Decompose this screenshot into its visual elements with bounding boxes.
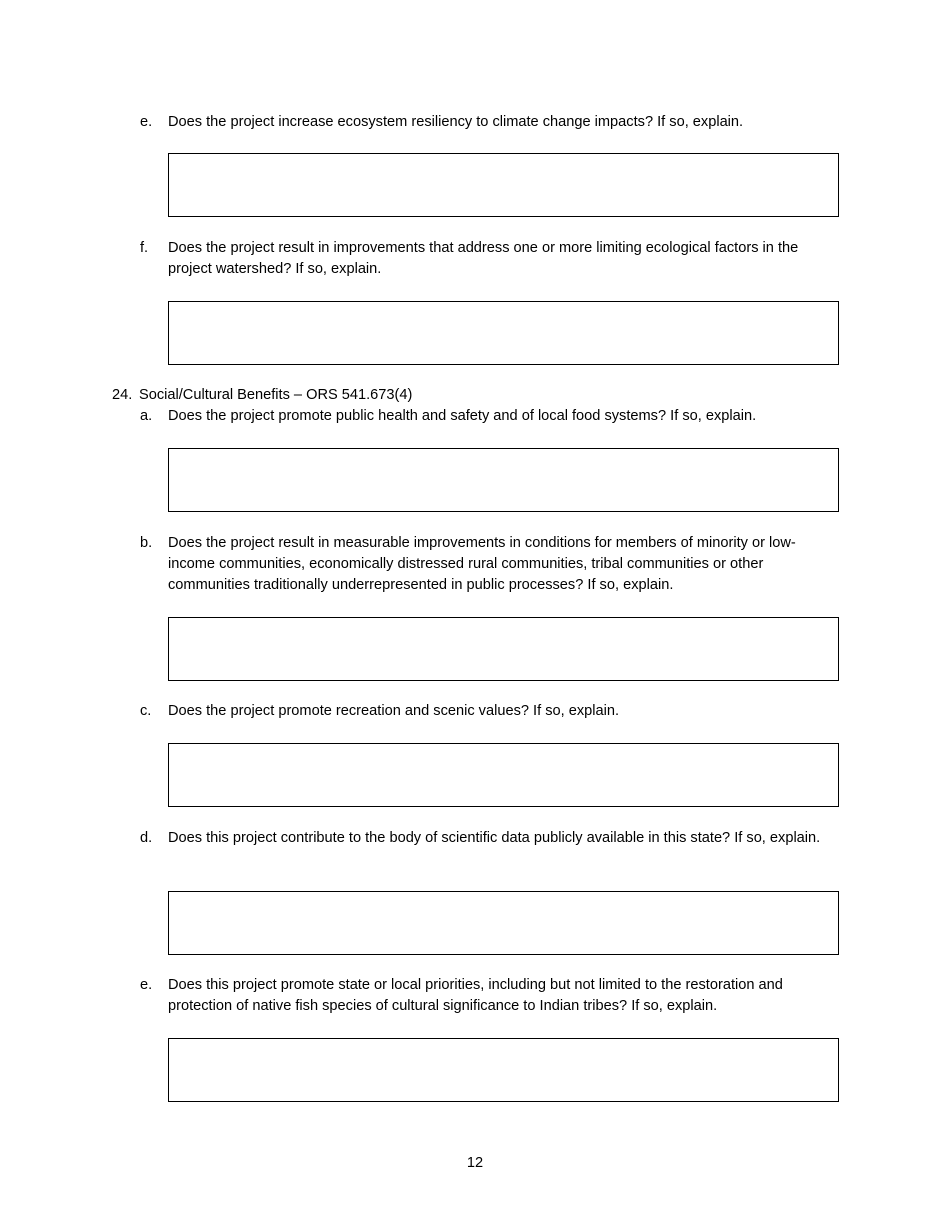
question-b-communities (140, 533, 830, 596)
answer-box-communities[interactable] (168, 617, 839, 681)
question-text: Does this project contribute to the body of scientific data publicly available in this state? If so, explain. (168, 830, 821, 846)
question-letter: f. (140, 240, 149, 256)
question-letter: e. (140, 977, 153, 993)
question-text: Does the project result in measurable improvements in conditions for members of minority or low-income communities, economically distressed rural communities, tribal communities or other communities traditionally underrepresented in public processes? If so, explain. (168, 535, 796, 593)
answer-box-climate[interactable] (168, 153, 839, 217)
section-title: Social/Cultural Benefits – ORS 541.673(4) (139, 387, 413, 403)
question-letter: d. (140, 830, 153, 846)
question-letter: a. (140, 408, 153, 424)
question-e-priorities (140, 975, 830, 1017)
question-text: Does this project promote state or local priorities, including but not limited to the restoration and protection of native fish species of cultural significance to Indian tribes? If so, explain. (168, 977, 783, 1014)
answer-box-scientific-data[interactable] (168, 891, 839, 955)
question-letter: e. (140, 114, 153, 130)
question-text: Does the project promote recreation and scenic values? If so, explain. (168, 703, 620, 719)
answer-box-recreation[interactable] (168, 743, 839, 807)
answer-box-ecological[interactable] (168, 301, 839, 365)
page-number: 12 (466, 1155, 484, 1171)
question-letter: c. (140, 703, 152, 719)
question-text: Does the project increase ecosystem resiliency to climate change impacts? If so, explain. (168, 114, 744, 130)
question-text: Does the project result in improvements that address one or more limiting ecological factors in the project watershed? If so, explain. (168, 240, 799, 277)
question-a-public-health (140, 406, 830, 427)
question-e-climate (140, 112, 830, 133)
answer-box-priorities[interactable] (168, 1038, 839, 1102)
section-heading-24 (112, 385, 832, 406)
question-c-recreation (140, 701, 830, 722)
section-number: 24. (112, 387, 133, 403)
question-text: Does the project promote public health and safety and of local food systems? If so, explain. (168, 408, 757, 424)
question-f-ecological (140, 238, 830, 280)
question-d-scientific-data (140, 828, 830, 849)
answer-box-public-health[interactable] (168, 448, 839, 512)
question-letter: b. (140, 535, 153, 551)
